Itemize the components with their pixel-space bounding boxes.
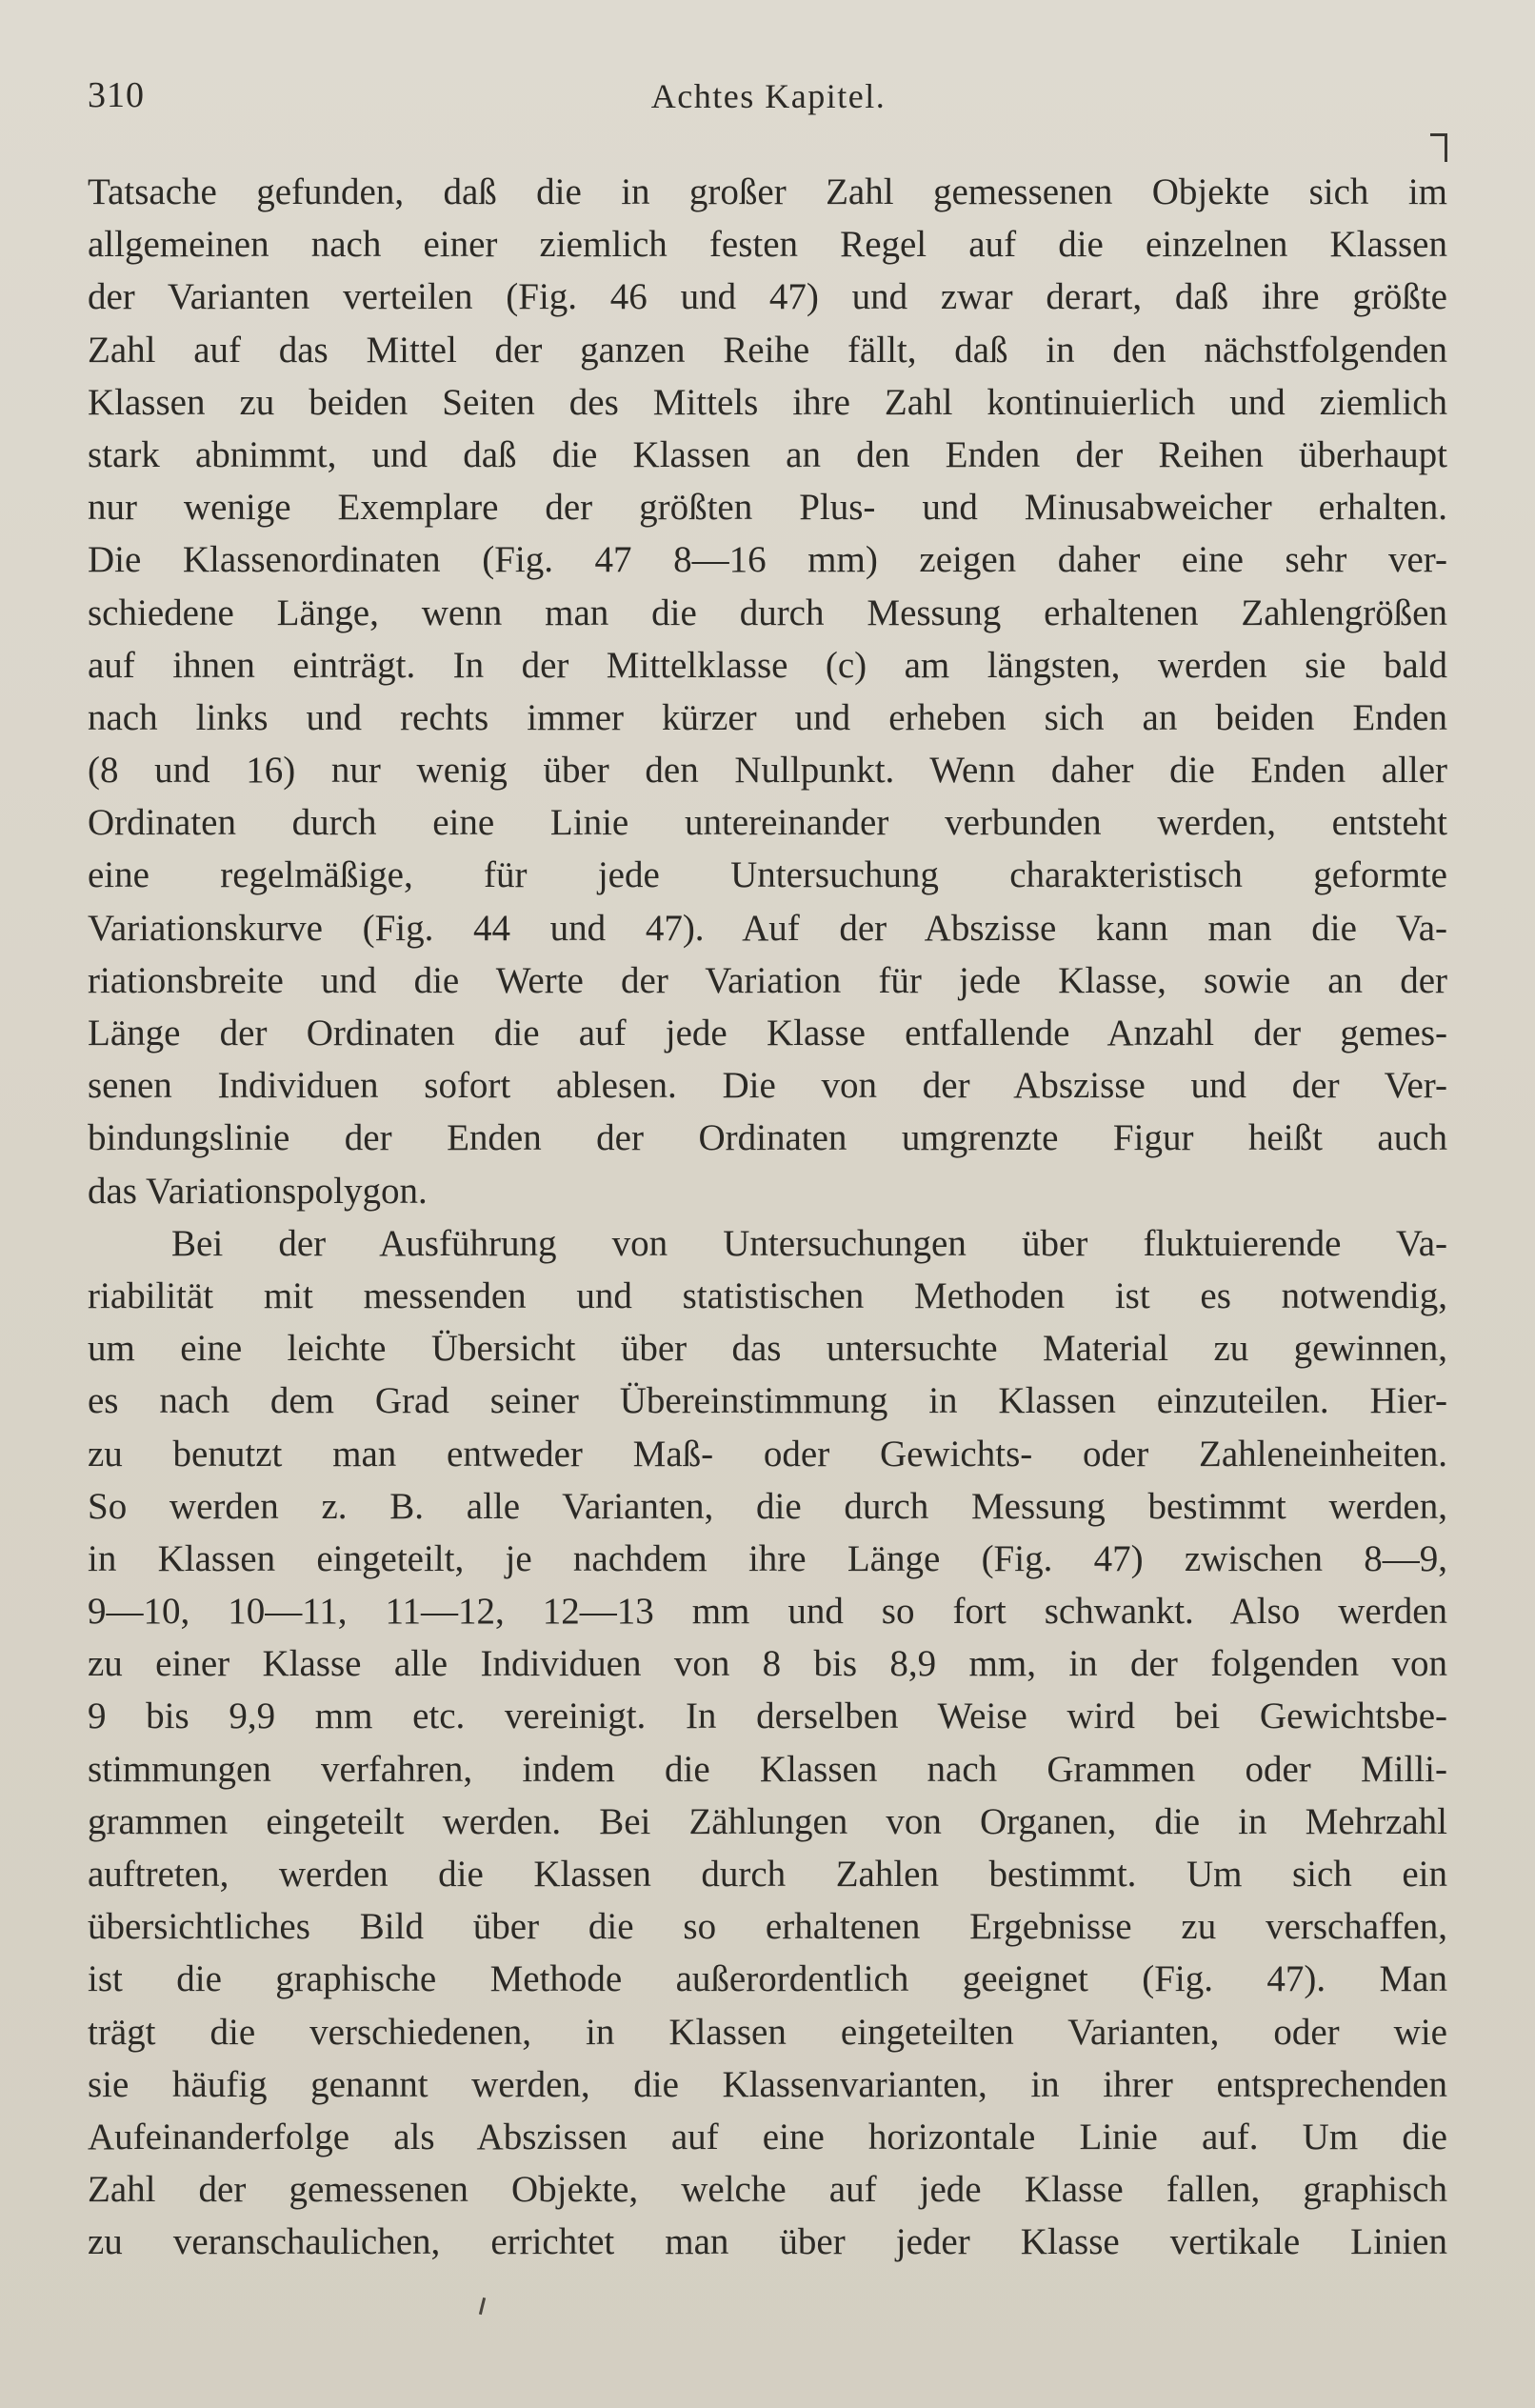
text-line: grammen eingeteilt werden. Bei Zählungen von Organen, die in Mehrzahl (88, 1800, 1447, 1842)
text-line: es nach dem Grad seiner Übereinstimmung in Klassen einzuteilen. Hier- (88, 1380, 1447, 1422)
page-header (88, 74, 1449, 122)
text-line: bindungslinie der Enden der Ordinaten umgrenzte Figur heißt auch (88, 1117, 1447, 1159)
text-line: Tatsache gefunden, daß die in großer Zahl gemessenen Objekte sich im (88, 171, 1447, 212)
text-line: sie häufig genannt werden, die Klassenvarianten, in ihrer entsprechenden (88, 2063, 1447, 2105)
text-line: Die Klassenordinaten (Fig. 47 8—16 mm) zeigen daher eine sehr ver- (88, 539, 1447, 581)
text-line: um eine leichte Übersicht über das untersuchte Material zu gewinnen, (88, 1328, 1447, 1370)
text-line: zu benutzt man entweder Maß- oder Gewichts- oder Zahleneinheiten. (88, 1433, 1447, 1475)
text-line: riationsbreite und die Werte der Variation für jede Klasse, sowie an der (88, 959, 1447, 1001)
text-line: 9 bis 9,9 mm etc. vereinigt. In derselben Weise wird bei Gewichtsbe- (88, 1696, 1447, 1737)
text-line: So werden z. B. alle Varianten, die durch Messung bestimmt werden, (88, 1485, 1447, 1527)
stray-ink-mark (479, 2298, 486, 2315)
page-number: 310 (88, 75, 145, 115)
text-line: riabilität mit messenden und statistischen Methoden ist es notwendig, (88, 1274, 1447, 1316)
text-line: zu veranschaulichen, errichtet man über jeder Klasse vertikale Linien (88, 2221, 1447, 2263)
text-line: (8 und 16) nur wenig über den Nullpunkt. Wenn daher die Enden aller (88, 750, 1447, 792)
text-line: Zahl der gemessenen Objekte, welche auf jede Klasse fallen, graphisch (88, 2169, 1447, 2211)
text-line: nur wenige Exemplare der größten Plus- und Minusabweicher erhalten. (88, 487, 1447, 529)
text-line: Variationskurve (Fig. 44 und 47). Auf der Abszisse kann man die Va- (88, 907, 1447, 949)
text-line: auftreten, werden die Klassen durch Zahlen bestimmt. Um sich ein (88, 1854, 1447, 1895)
text-line: auf ihnen einträgt. In der Mittelklasse (c) am längsten, werden sie bald (88, 644, 1447, 686)
corner-bracket-mark (1430, 133, 1447, 162)
body-text (88, 166, 1447, 2269)
paragraph-1 (88, 166, 1447, 1217)
text-line: Länge der Ordinaten die auf jede Klasse entfallende Anzahl der gemes- (88, 1013, 1447, 1054)
text-line: Zahl auf das Mittel der ganzen Reihe fällt, daß in den nächstfolgenden (88, 329, 1447, 371)
text-line: trägt die verschiedenen, in Klassen eingeteilten Varianten, oder wie (88, 2011, 1447, 2053)
paragraph-2 (88, 1217, 1447, 2269)
text-line: übersichtliches Bild über die so erhaltenen Ergebnisse zu verschaffen, (88, 1906, 1447, 1948)
text-line: 9—10, 10—11, 11—12, 12—13 mm und so fort schwankt. Also werden (88, 1591, 1447, 1633)
text-line: zu einer Klasse alle Individuen von 8 bis 8,9 mm, in der folgenden von (88, 1643, 1447, 1685)
text-line: Bei der Ausführung von Untersuchungen über fluktuierende Va- (171, 1222, 1447, 1264)
text-line: eine regelmäßige, für jede Untersuchung charakteristisch geformte (88, 854, 1447, 896)
text-line: stark abnimmt, und daß die Klassen an den Enden der Reihen überhaupt (88, 433, 1447, 475)
text-line: senen Individuen sofort ablesen. Die von der Abszisse und der Ver- (88, 1065, 1447, 1107)
text-line: ist die graphische Methode außerordentlich geeignet (Fig. 47). Man (88, 1958, 1447, 2000)
running-head: Achtes Kapitel. (650, 77, 887, 115)
text-line: in Klassen eingeteilt, je nachdem ihre Länge (Fig. 47) zwischen 8—9, (88, 1537, 1447, 1579)
text-line: allgemeinen nach einer ziemlich festen Regel auf die einzelnen Klassen (88, 224, 1447, 266)
text-line: Ordinaten durch eine Linie untereinander verbunden werden, entsteht (88, 802, 1447, 844)
text-line: der Varianten verteilen (Fig. 46 und 47) und zwar derart, daß ihre größte (88, 276, 1447, 318)
text-line: das Variationspolygon. (88, 1170, 428, 1212)
text-line: Klassen zu beiden Seiten des Mittels ihre Zahl kontinuierlich und ziemlich (88, 381, 1447, 423)
text-line: stimmungen verfahren, indem die Klassen nach Grammen oder Milli- (88, 1748, 1447, 1790)
text-line: nach links und rechts immer kürzer und erheben sich an beiden Enden (88, 696, 1447, 738)
text-line: schiedene Länge, wenn man die durch Messung erhaltenen Zahlengrößen (88, 592, 1447, 633)
text-line: Aufeinanderfolge als Abszissen auf eine horizontale Linie auf. Um die (88, 2116, 1447, 2157)
